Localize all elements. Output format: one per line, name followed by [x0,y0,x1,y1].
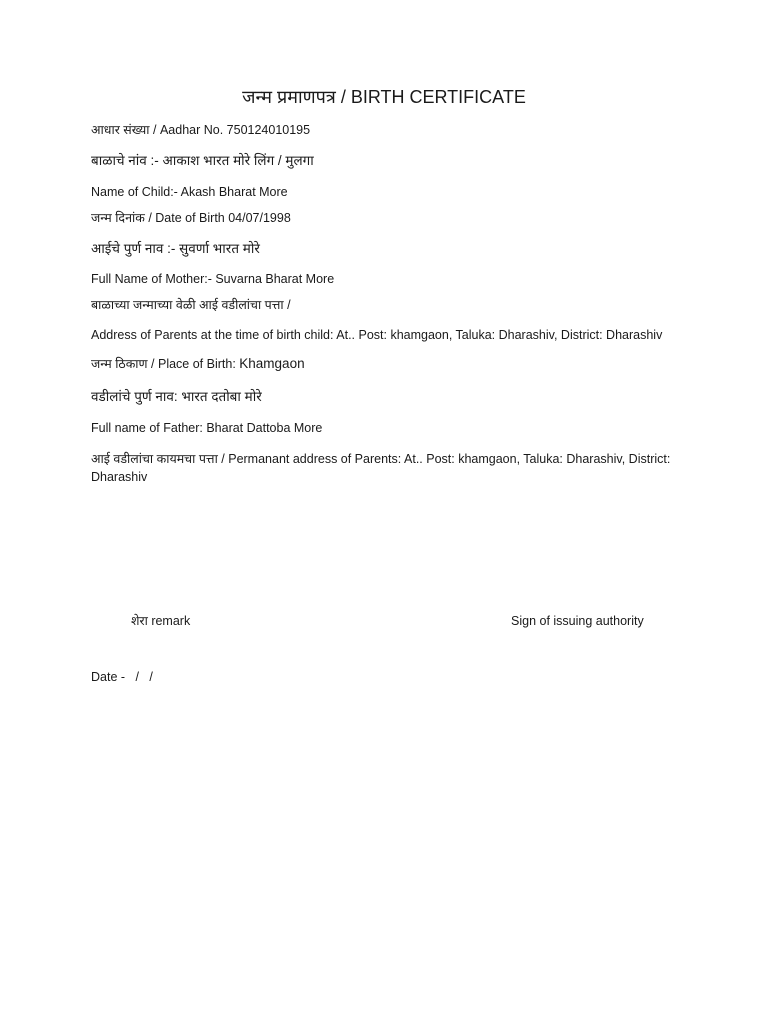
issuing-authority-signature-label: Sign of issuing authority [511,614,644,628]
child-name-marathi: बाळाचे नांव :- आकाश भारत मोरे लिंग / मुलगा [91,153,314,168]
date-of-birth: जन्म दिनांक / Date of Birth 04/07/1998 [91,211,291,225]
child-name-english: Name of Child:- Akash Bharat More [91,185,288,199]
place-of-birth-label: जन्म ठिकाण / Place of Birth: [91,357,240,371]
place-of-birth-value: Khamgaon [239,356,305,371]
date-field: Date - / / [91,670,153,684]
place-of-birth [91,355,691,373]
address-at-birth: Address of Parents at the time of birth child: At.. Post: khamgaon, Taluka: Dharashiv, District: Dharashiv [91,328,663,342]
mother-name-marathi: आईचे पुर्ण नाव :- सुवर्णा भारत मोरे [91,241,260,256]
father-name-english: Full name of Father: Bharat Dattoba More [91,421,323,435]
mother-name-english: Full Name of Mother:- Suvarna Bharat More [91,272,335,286]
permanent-address: आई वडीलांचा कायमचा पत्ता / Permanant address of Parents: At.. Post: khamgaon, Taluka: Dharashiv, District: Dharashiv [91,452,671,484]
aadhar-number: आधार संख्या / Aadhar No. 750124010195 [91,123,311,137]
remark-label: शेरा remark [131,614,191,628]
certificate-title: जन्म प्रमाणपत्र / BIRTH CERTIFICATE [242,87,526,107]
address-heading-marathi: बाळाच्या जन्माच्या वेळी आई वडीलांचा पत्ता / [91,298,291,312]
father-name-marathi: वडीलांचे पुर्ण नाव: भारत दतोबा मोरे [91,389,262,404]
